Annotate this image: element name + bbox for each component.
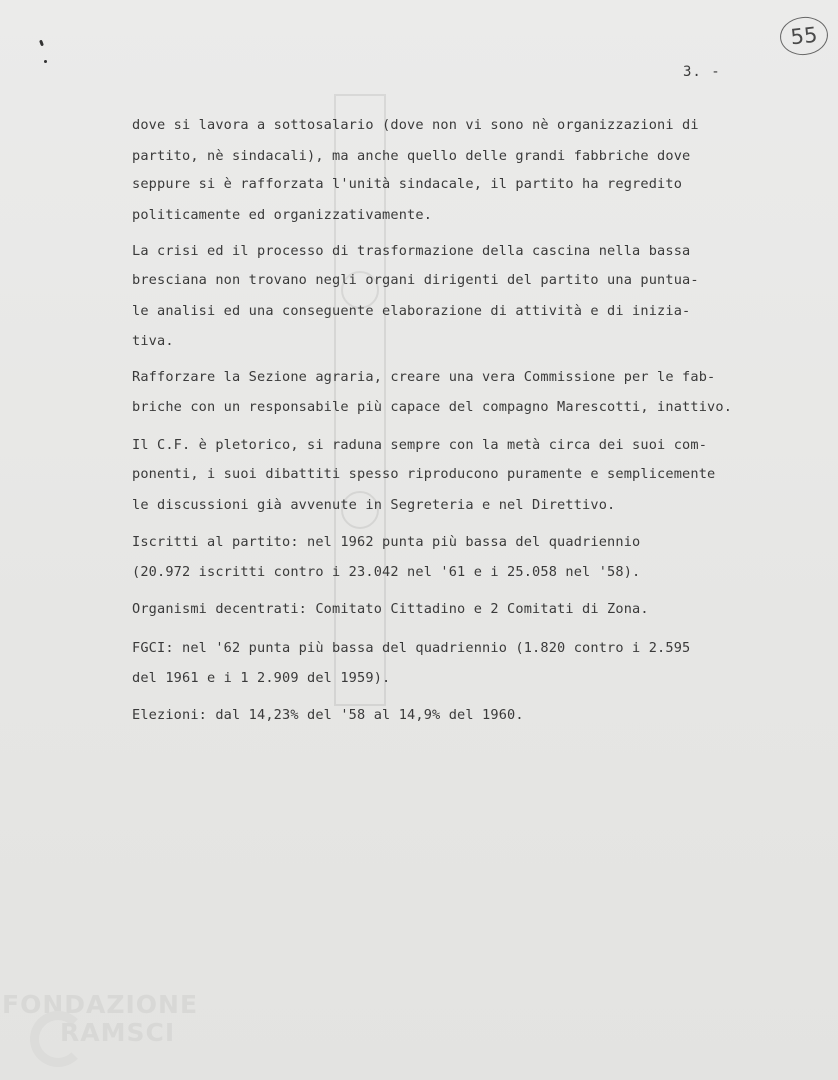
ink-dot (44, 60, 47, 63)
text-line: FGCI: nel '62 punta più bassa del quadriennio (1.820 contro i 2.595 (132, 640, 691, 656)
text-line: dove si lavora a sottosalario (dove non vi sono nè organizzazioni di (132, 117, 699, 133)
text-line: ponenti, i suoi dibattiti spesso riproducono puramente e semplicemente (132, 466, 716, 482)
text-line: Rafforzare la Sezione agraria, creare una vera Commissione per le fab- (132, 369, 716, 385)
ink-mark (39, 40, 44, 47)
text-line: bresciana non trovano negli organi dirigenti del partito una puntua- (132, 272, 699, 288)
text-line: partito, nè sindacali), ma anche quello delle grandi fabbriche dove (132, 148, 691, 164)
text-line: politicamente ed organizzativamente. (132, 207, 433, 223)
fondazione-gramsci-watermark (0, 985, 260, 1080)
margin-marks (36, 40, 48, 70)
text-line: Il C.F. è pletorico, si raduna sempre con la metà circa dei suoi com- (132, 437, 708, 453)
text-line: del 1961 e i 1 2.909 del 1959). (132, 670, 391, 686)
text-line: briche con un responsabile più capace del compagno Marescotti, inattivo. (132, 399, 733, 415)
page-number: 3. - (683, 64, 721, 80)
text-line: Iscritti al partito: nel 1962 punta più bassa del quadriennio (132, 534, 641, 550)
text-line: Elezioni: dal 14,23% del '58 al 14,9% del 1960. (132, 707, 524, 723)
text-line: La crisi ed il processo di trasformazione della cascina nella bassa (132, 243, 691, 259)
folio-number: 55 (778, 15, 830, 58)
text-line: le analisi ed una conseguente elaborazione di attività e di inizia- (132, 303, 691, 319)
text-line: (20.972 iscritti contro i 23.042 nel '61 e i 25.058 nel '58). (132, 564, 641, 580)
watermark-line1: FONDAZIONE (2, 990, 199, 1019)
text-line: Organismi decentrati: Comitato Cittadino e 2 Comitati di Zona. (132, 601, 649, 617)
watermark-line2: RAMSCI (60, 1018, 176, 1047)
text-line: le discussioni già avvenute in Segreteria e nel Direttivo. (132, 497, 616, 513)
text-line: seppure si è rafforzata l'unità sindacale, il partito ha regredito (132, 176, 683, 192)
text-line: tiva. (132, 333, 174, 349)
